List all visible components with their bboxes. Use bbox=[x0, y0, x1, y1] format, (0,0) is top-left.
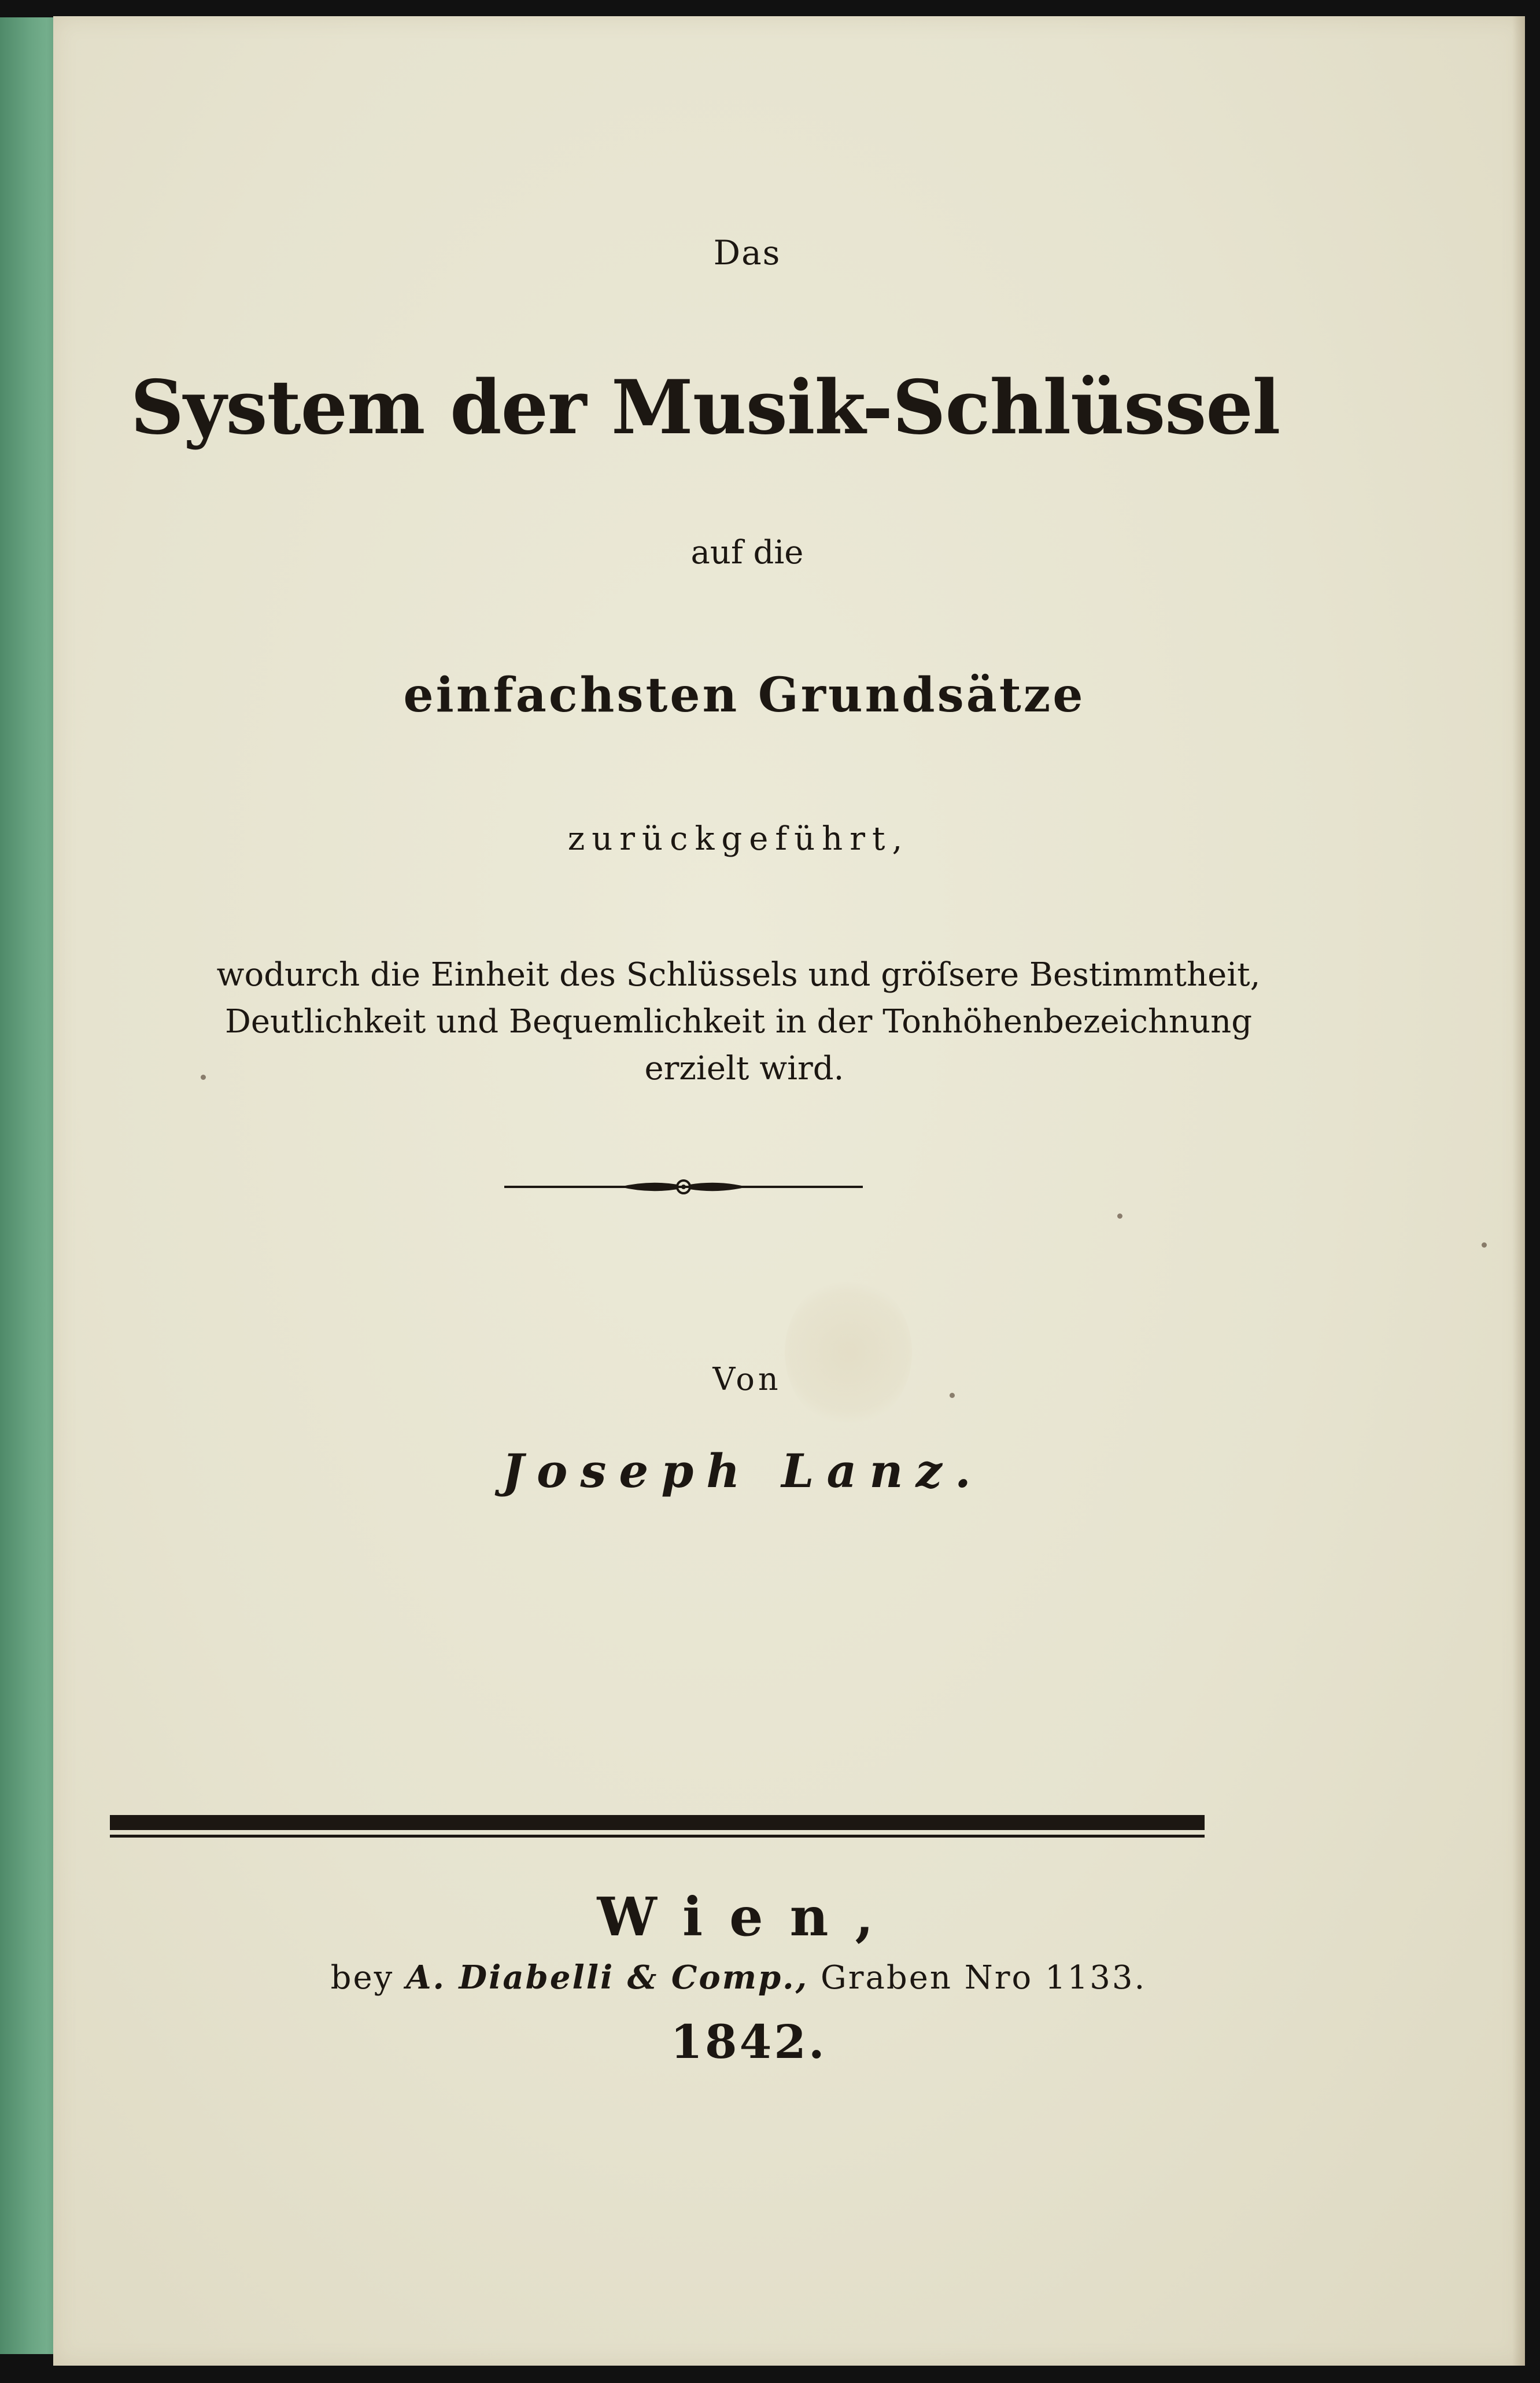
speck bbox=[1482, 1242, 1487, 1248]
ornament-divider bbox=[504, 1170, 863, 1204]
main-title: System der Musik-Schlüssel bbox=[130, 364, 1280, 451]
description-line-1: wodurch die Einheit des Schlüssels und gröſsere Bestimmtheit, bbox=[216, 956, 1261, 994]
author-name: Joseph Lanz. bbox=[502, 1444, 984, 1498]
imprint-publisher: A. Diabelli & Comp., bbox=[406, 1958, 809, 1997]
speck bbox=[1117, 1213, 1122, 1219]
author-prefix: Von bbox=[712, 1361, 782, 1397]
title-das: Das bbox=[713, 233, 781, 272]
title-zurueckgefuehrt: zurückgeführt, bbox=[567, 820, 910, 858]
description-line-2: Deutlichkeit und Bequemlichkeit in der Tonhöhenbezeichnung bbox=[224, 1003, 1253, 1041]
paper-stain bbox=[785, 1277, 912, 1427]
title-auf-die: auf die bbox=[690, 534, 804, 571]
double-rule bbox=[110, 1815, 1205, 1839]
imprint-address: Graben Nro 1133. bbox=[820, 1959, 1147, 1997]
imprint-city: Wien, bbox=[597, 1886, 900, 1948]
imprint-publisher-line bbox=[0, 1958, 1525, 1997]
description-line-3: erzielt wird. bbox=[644, 1050, 844, 1087]
imprint-year: 1842. bbox=[670, 2015, 827, 2069]
imprint-bey: bey bbox=[330, 1959, 394, 1997]
title-einfachsten: einfachsten Grundsätze bbox=[403, 667, 1085, 723]
paper-page bbox=[53, 16, 1525, 2366]
